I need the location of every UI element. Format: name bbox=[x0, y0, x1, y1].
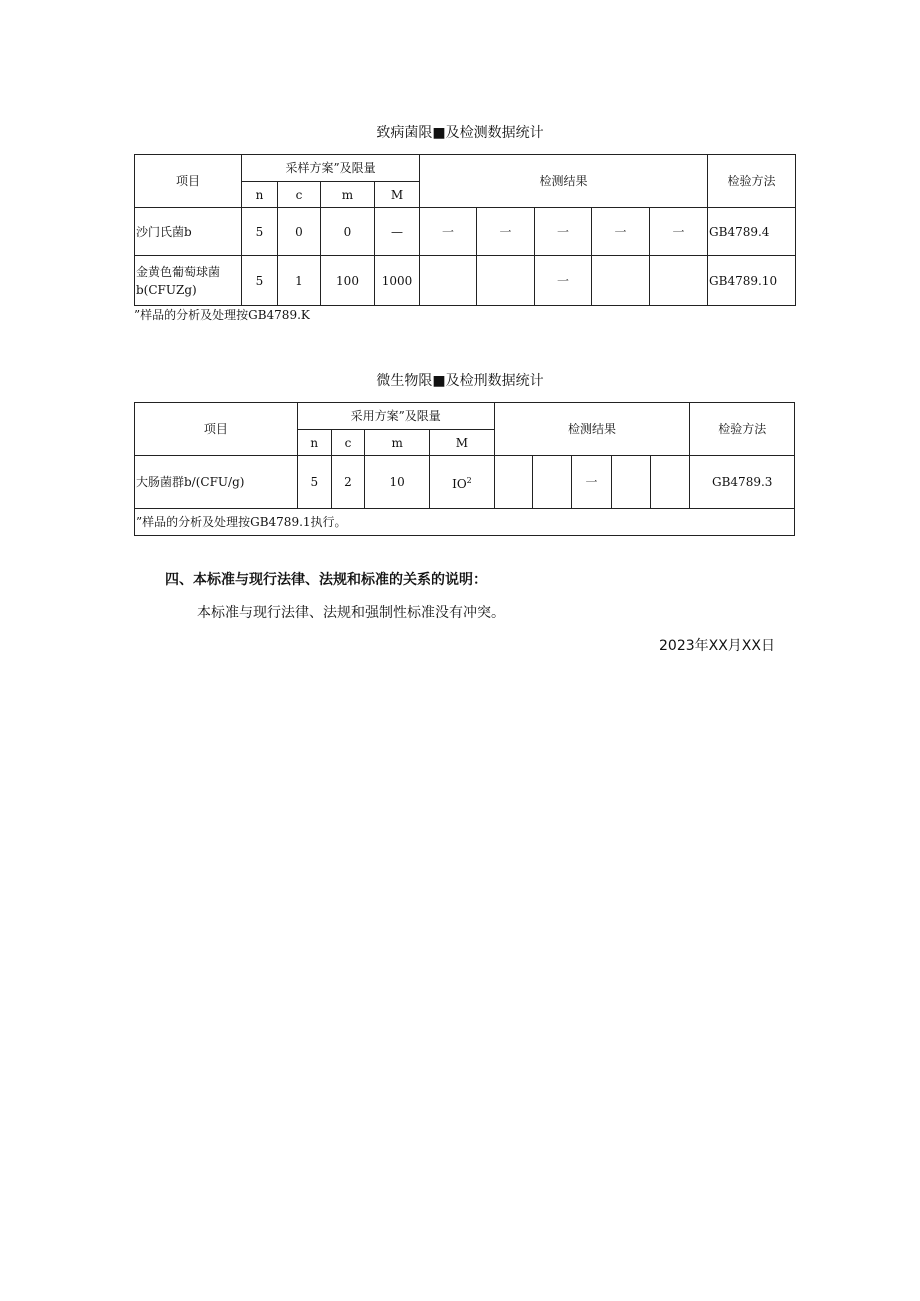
row-item: 金黄色葡萄球菌b(CFUZg) bbox=[135, 256, 242, 306]
header-m: m bbox=[365, 430, 430, 456]
header-n: n bbox=[297, 430, 331, 456]
cell-method: GB4789.10 bbox=[708, 256, 796, 306]
cell-result: 一 bbox=[650, 208, 708, 256]
header-c: c bbox=[331, 430, 364, 456]
cell-result bbox=[420, 256, 477, 306]
cell-n: 5 bbox=[242, 208, 278, 256]
table2-note: ”样品的分析及处理按GB4789.1执行。 bbox=[135, 509, 795, 536]
header-m: m bbox=[321, 182, 375, 208]
table-row bbox=[135, 208, 796, 256]
header-item: 项目 bbox=[135, 155, 242, 208]
header-results: 检测结果 bbox=[494, 403, 690, 456]
cell-method: GB4789.3 bbox=[690, 456, 795, 509]
cell-m: 10 bbox=[365, 456, 430, 509]
table-row bbox=[135, 456, 795, 509]
cell-M bbox=[430, 456, 494, 509]
header-method: 检验方法 bbox=[708, 155, 796, 208]
cell-result bbox=[592, 256, 650, 306]
microbe-table bbox=[134, 402, 795, 536]
header-M: M bbox=[430, 430, 494, 456]
cell-M-base: IO bbox=[452, 476, 467, 491]
table-row bbox=[135, 256, 796, 306]
cell-result: 一 bbox=[535, 256, 592, 306]
cell-result bbox=[532, 456, 571, 509]
pathogen-table bbox=[134, 154, 796, 306]
table1-note: ”样品的分析及处理按GB4789.K bbox=[134, 308, 310, 322]
cell-n: 5 bbox=[297, 456, 331, 509]
section4-text: 本标准与现行法律、法规和强制性标准没有冲突。 bbox=[197, 605, 505, 621]
section4-heading: 四、本标准与现行法律、法规和标准的关系的说明： bbox=[165, 572, 487, 588]
cell-M-exponent: 2 bbox=[466, 475, 472, 485]
cell-M: — bbox=[375, 208, 420, 256]
row-item: 沙门氏菌b bbox=[135, 208, 242, 256]
cell-result bbox=[477, 256, 535, 306]
table2-title: 微生物限■及检刑数据统计 bbox=[376, 373, 544, 389]
cell-result bbox=[612, 456, 651, 509]
table1-title: 致病菌限■及检测数据统计 bbox=[376, 125, 544, 141]
cell-m: 0 bbox=[321, 208, 375, 256]
header-method: 检验方法 bbox=[690, 403, 795, 456]
cell-result bbox=[494, 456, 532, 509]
table-row bbox=[135, 509, 795, 536]
cell-result: 一 bbox=[420, 208, 477, 256]
header-results: 检测结果 bbox=[420, 155, 708, 208]
cell-c: 2 bbox=[331, 456, 364, 509]
header-item: 项目 bbox=[135, 403, 298, 456]
cell-method: GB4789.4 bbox=[708, 208, 796, 256]
cell-result: 一 bbox=[571, 456, 611, 509]
cell-n: 5 bbox=[242, 256, 278, 306]
document-date: 2023年XX月XX日 bbox=[659, 638, 775, 654]
header-n: n bbox=[242, 182, 278, 208]
cell-result: 一 bbox=[592, 208, 650, 256]
row-item: 大肠菌群b/(CFU/g) bbox=[135, 456, 298, 509]
cell-c: 0 bbox=[278, 208, 321, 256]
header-M: M bbox=[375, 182, 420, 208]
cell-result: 一 bbox=[535, 208, 592, 256]
cell-result bbox=[651, 456, 690, 509]
cell-M: 1000 bbox=[375, 256, 420, 306]
cell-m: 100 bbox=[321, 256, 375, 306]
header-plan: 采样方案”及限量 bbox=[242, 155, 420, 182]
header-plan: 采用方案”及限量 bbox=[297, 403, 494, 430]
cell-c: 1 bbox=[278, 256, 321, 306]
cell-result bbox=[650, 256, 708, 306]
cell-result: 一 bbox=[477, 208, 535, 256]
header-c: c bbox=[278, 182, 321, 208]
